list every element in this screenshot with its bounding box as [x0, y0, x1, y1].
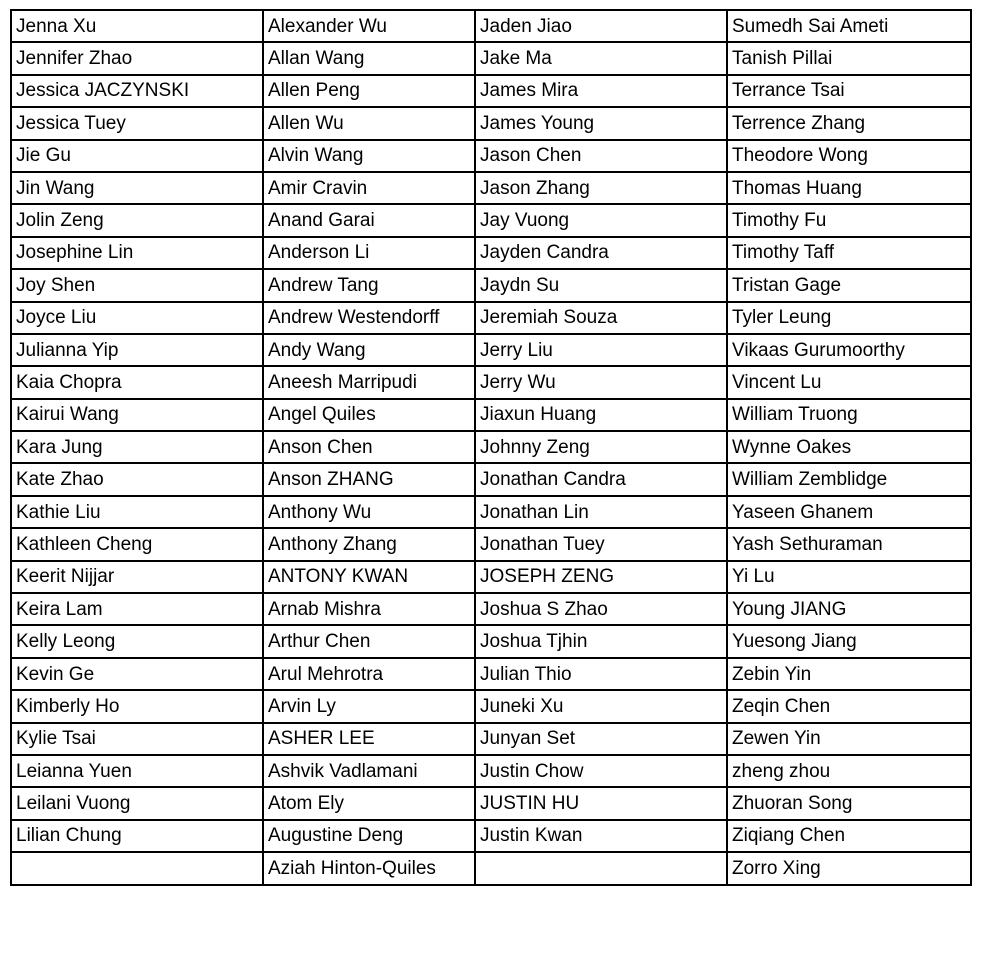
name-cell: Jerry Wu: [475, 366, 727, 398]
name-cell: Kevin Ge: [11, 658, 263, 690]
name-cell: Kylie Tsai: [11, 723, 263, 755]
name-cell: Jessica Tuey: [11, 107, 263, 139]
table-row: [11, 625, 971, 657]
name-cell: Sumedh Sai Ameti: [727, 10, 971, 42]
table-row: [11, 334, 971, 366]
name-cell: Jennifer Zhao: [11, 42, 263, 74]
name-cell: James Young: [475, 107, 727, 139]
name-cell: Zhuoran Song: [727, 787, 971, 819]
name-cell: Kathie Liu: [11, 496, 263, 528]
table-row: [11, 820, 971, 852]
name-cell: Yuesong Jiang: [727, 625, 971, 657]
name-cell: Arvin Ly: [263, 690, 475, 722]
name-cell: Jolin Zeng: [11, 204, 263, 236]
name-cell: Yash Sethuraman: [727, 528, 971, 560]
name-cell: Tanish Pillai: [727, 42, 971, 74]
name-cell: Ashvik Vadlamani: [263, 755, 475, 787]
table-row: [11, 366, 971, 398]
name-cell: ASHER LEE: [263, 723, 475, 755]
name-cell: Joshua Tjhin: [475, 625, 727, 657]
name-cell: Zebin Yin: [727, 658, 971, 690]
name-cell: Zorro Xing: [727, 852, 971, 884]
name-cell: Anderson Li: [263, 237, 475, 269]
table-row: [11, 723, 971, 755]
table-row: [11, 269, 971, 301]
name-cell: Keerit Nijjar: [11, 561, 263, 593]
name-cell: Kelly Leong: [11, 625, 263, 657]
name-cell: Jiaxun Huang: [475, 399, 727, 431]
name-cell: Andrew Tang: [263, 269, 475, 301]
name-cell: Joshua S Zhao: [475, 593, 727, 625]
name-cell: Timothy Taff: [727, 237, 971, 269]
name-cell: James Mira: [475, 75, 727, 107]
name-cell: Zewen Yin: [727, 723, 971, 755]
name-cell: Wynne Oakes: [727, 431, 971, 463]
name-cell: Kathleen Cheng: [11, 528, 263, 560]
name-cell: Joy Shen: [11, 269, 263, 301]
name-cell: Jaden Jiao: [475, 10, 727, 42]
table-row: [11, 399, 971, 431]
name-cell: Jessica JACZYNSKI: [11, 75, 263, 107]
name-cell: Jason Chen: [475, 140, 727, 172]
name-cell: Allen Wu: [263, 107, 475, 139]
table-row: [11, 204, 971, 236]
table-row: [11, 528, 971, 560]
name-cell: Jonathan Lin: [475, 496, 727, 528]
name-cell: Jason Zhang: [475, 172, 727, 204]
name-cell: Jerry Liu: [475, 334, 727, 366]
name-cell: Jenna Xu: [11, 10, 263, 42]
name-cell: Kairui Wang: [11, 399, 263, 431]
name-cell: JUSTIN HU: [475, 787, 727, 819]
name-cell: [11, 852, 263, 884]
name-cell: Jake Ma: [475, 42, 727, 74]
name-cell: William Truong: [727, 399, 971, 431]
name-cell: Joyce Liu: [11, 302, 263, 334]
name-cell: Vikaas Gurumoorthy: [727, 334, 971, 366]
name-cell: Jie Gu: [11, 140, 263, 172]
name-cell: Anson Chen: [263, 431, 475, 463]
name-cell: Jay Vuong: [475, 204, 727, 236]
table-row: [11, 140, 971, 172]
name-cell: Theodore Wong: [727, 140, 971, 172]
name-cell: Jayden Candra: [475, 237, 727, 269]
name-cell: Alvin Wang: [263, 140, 475, 172]
name-cell: Andy Wang: [263, 334, 475, 366]
name-cell: Leianna Yuen: [11, 755, 263, 787]
table-row: [11, 172, 971, 204]
table-row: [11, 107, 971, 139]
name-cell: Justin Chow: [475, 755, 727, 787]
name-cell: Timothy Fu: [727, 204, 971, 236]
table-row: [11, 431, 971, 463]
name-cell: Josephine Lin: [11, 237, 263, 269]
name-cell: Yi Lu: [727, 561, 971, 593]
name-cell: Jin Wang: [11, 172, 263, 204]
name-cell: zheng zhou: [727, 755, 971, 787]
name-cell: Jonathan Tuey: [475, 528, 727, 560]
table-row: [11, 658, 971, 690]
name-cell: ANTONY KWAN: [263, 561, 475, 593]
name-cell: Terrance Tsai: [727, 75, 971, 107]
name-cell: Julian Thio: [475, 658, 727, 690]
name-roster-table: [10, 9, 972, 886]
name-cell: Arthur Chen: [263, 625, 475, 657]
name-cell: Angel Quiles: [263, 399, 475, 431]
name-cell: Yaseen Ghanem: [727, 496, 971, 528]
name-cell: Leilani Vuong: [11, 787, 263, 819]
name-cell: [475, 852, 727, 884]
name-cell: Kaia Chopra: [11, 366, 263, 398]
name-cell: Kara Jung: [11, 431, 263, 463]
name-cell: Keira Lam: [11, 593, 263, 625]
table-row: [11, 237, 971, 269]
name-cell: Kimberly Ho: [11, 690, 263, 722]
name-cell: Kate Zhao: [11, 463, 263, 495]
name-cell: Allen Peng: [263, 75, 475, 107]
name-cell: Johnny Zeng: [475, 431, 727, 463]
name-cell: Young JIANG: [727, 593, 971, 625]
name-cell: Jeremiah Souza: [475, 302, 727, 334]
name-cell: Juneki Xu: [475, 690, 727, 722]
name-cell: Jonathan Candra: [475, 463, 727, 495]
name-cell: Zeqin Chen: [727, 690, 971, 722]
table-row: [11, 463, 971, 495]
name-cell: Julianna Yip: [11, 334, 263, 366]
name-cell: Anand Garai: [263, 204, 475, 236]
name-cell: Anson ZHANG: [263, 463, 475, 495]
name-cell: Andrew Westendorff: [263, 302, 475, 334]
name-cell: Anthony Wu: [263, 496, 475, 528]
table-row: [11, 302, 971, 334]
table-row: [11, 787, 971, 819]
table-row: [11, 593, 971, 625]
name-cell: Amir Cravin: [263, 172, 475, 204]
name-cell: Terrence Zhang: [727, 107, 971, 139]
name-cell: JOSEPH ZENG: [475, 561, 727, 593]
name-cell: Arnab Mishra: [263, 593, 475, 625]
name-cell: Aneesh Marripudi: [263, 366, 475, 398]
name-cell: Justin Kwan: [475, 820, 727, 852]
name-cell: Tristan Gage: [727, 269, 971, 301]
name-cell: Thomas Huang: [727, 172, 971, 204]
name-cell: Arul Mehrotra: [263, 658, 475, 690]
name-cell: Ziqiang Chen: [727, 820, 971, 852]
name-cell: Augustine Deng: [263, 820, 475, 852]
table-row: [11, 10, 971, 42]
name-cell: Jaydn Su: [475, 269, 727, 301]
name-cell: Aziah Hinton-Quiles: [263, 852, 475, 884]
name-cell: William Zemblidge: [727, 463, 971, 495]
table-row: [11, 561, 971, 593]
roster-body: [11, 10, 971, 885]
name-cell: Alexander Wu: [263, 10, 475, 42]
table-row: [11, 42, 971, 74]
table-row: [11, 690, 971, 722]
name-cell: Vincent Lu: [727, 366, 971, 398]
name-cell: Atom Ely: [263, 787, 475, 819]
name-cell: Tyler Leung: [727, 302, 971, 334]
name-cell: Lilian Chung: [11, 820, 263, 852]
table-row: [11, 755, 971, 787]
table-row: [11, 496, 971, 528]
name-cell: Junyan Set: [475, 723, 727, 755]
table-row: [11, 852, 971, 884]
name-cell: Anthony Zhang: [263, 528, 475, 560]
name-cell: Allan Wang: [263, 42, 475, 74]
table-row: [11, 75, 971, 107]
